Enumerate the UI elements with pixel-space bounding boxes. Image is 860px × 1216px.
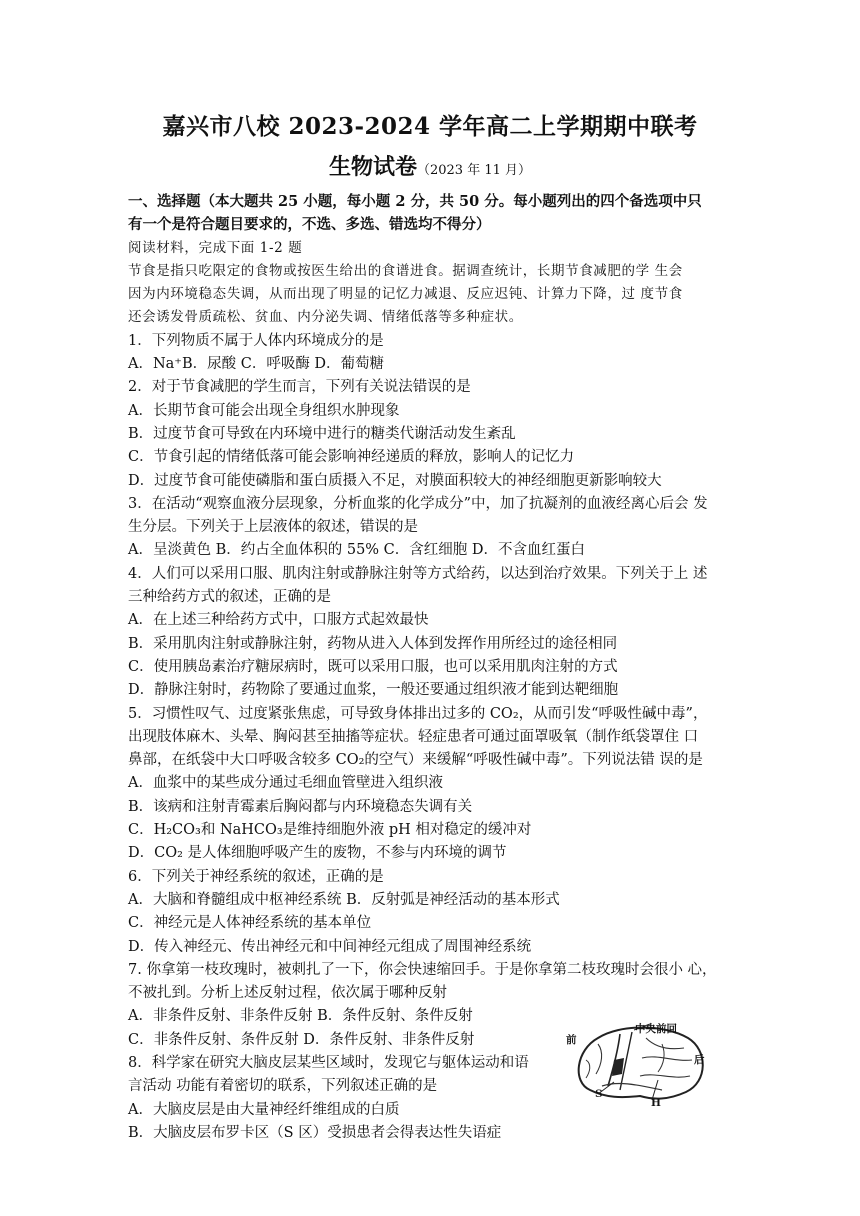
- exam-subtitle: [0, 150, 860, 181]
- question-stem: 2．对于节食减肥的学生而言，下列有关说法错误的是: [128, 379, 471, 396]
- question-option: C．H₂CO₃和 NaHCO₃是维持细胞外液 pH 相对稳定的缓冲对: [128, 822, 532, 839]
- question-stem: 1．下列物质不属于人体内环境成分的是: [128, 332, 384, 349]
- reading-intro: 阅读材料，完成下面 1-2 题: [128, 239, 303, 256]
- question-option: B．采用肌肉注射或静脉注射，药物从进入人体到发挥作用所经过的途径相同: [128, 635, 618, 652]
- figure-label-back: 后: [694, 1054, 705, 1066]
- exam-content: [128, 190, 738, 1145]
- question-option: A．血浆中的某些成分通过毛细血管壁进入组织液: [128, 775, 443, 792]
- section-heading: 有一个是符合题目要求的，不选、多选、错选均不得分）: [128, 216, 491, 234]
- exam-date: （2023 年 11 月）: [416, 163, 532, 178]
- question-stem: 8．科学家在研究大脑皮层某些区域时，发现它与躯体运动和语: [128, 1054, 529, 1071]
- question-option: C．使用胰岛素治疗糖尿病时，既可以采用口服，也可以采用肌肉注射的方式: [128, 658, 618, 675]
- section-heading: 一、选择题（本大题共 25 小题，每小题 2 分，共 50 分。每小题列出的四个备选项中只: [128, 193, 702, 210]
- question-option: D．传入神经元、传出神经元和中间神经元组成了周围神经系统: [128, 938, 532, 955]
- question-option: C．节食引起的情绪低落可能会影响神经递质的释放，影响人的记忆力: [128, 449, 575, 466]
- reading-passage: 节食是指只吃限定的食物或按医生给出的食谱进食。据调查统计，长期节食减肥的学 生会: [128, 262, 683, 279]
- question-options: C．非条件反射、条件反射 D．条件反射、非条件反射: [128, 1031, 475, 1048]
- question-stem: 6．下列关于神经系统的叙述，正确的是: [128, 868, 384, 885]
- question-option: D．过度节食可能使磷脂和蛋白质摄入不足，对膜面积较大的神经细胞更新影响较大: [128, 472, 662, 489]
- question-option: B．过度节食可导致在内环境中进行的糖类代谢活动发生紊乱: [128, 425, 516, 442]
- question-options: A．呈淡黄色 B．约占全血体积的 55% C．含红细胞 D．不含血红蛋白: [128, 542, 586, 559]
- question-option: C．神经元是人体神经系统的基本单位: [128, 915, 372, 932]
- question-stem: 出现肢体麻木、头晕、胸闷甚至抽搐等症状。轻症患者可通过面罩吸氧（制作纸袋罩住 口: [128, 728, 699, 745]
- question-stem: 7. 你拿第一枝玫瑰时，被刺扎了一下，你会快速缩回手。于是你拿第二枝玫瑰时会很小 心，: [128, 961, 717, 978]
- question-stem: 言活动 功能有着密切的联系，下列叙述正确的是: [128, 1078, 438, 1095]
- question-stem: 3．在活动“观察血液分层现象，分析血浆的化学成分”中，加了抗凝剂的血液经离心后会 发: [128, 495, 708, 512]
- question-option: A．长期节食可能会出现全身组织水肿现象: [128, 402, 400, 419]
- question-stem: 不被扎到。分析上述反射过程，依次属于哪种反射: [128, 985, 447, 1002]
- question-stem: 5．习惯性叹气、过度紧张焦虑，可导致身体排出过多的 CO₂，从而引发“呼吸性碱中毒”，: [128, 705, 708, 722]
- figure-label-central-gyrus: 中央前回: [635, 1023, 677, 1035]
- question-option: D．CO₂ 是人体细胞呼吸产生的废物，不参与内环境的调节: [128, 845, 507, 862]
- question-option: A．在上述三种给药方式中，口服方式起效最快: [128, 612, 429, 629]
- question-options: A．大脑和脊髓组成中枢神经系统 B．反射弧是神经活动的基本形式: [128, 891, 560, 908]
- exam-title: 嘉兴市八校 2023-2024 学年高二上学期期中联考: [162, 113, 698, 140]
- question-option: D．静脉注射时，药物除了要通过血浆，一般还要通过组织液才能到达靶细胞: [128, 682, 619, 699]
- question-option: A．大脑皮层是由大量神经纤维组成的白质: [128, 1101, 400, 1118]
- subject-name: 生物试卷: [328, 154, 417, 180]
- figure-label-front: 前: [566, 1034, 577, 1046]
- question-options: A．非条件反射、非条件反射 B．条件反射、条件反射: [128, 1008, 473, 1025]
- figure-label-h: H: [651, 1097, 661, 1109]
- question-option: B．大脑皮层布罗卡区（S 区）受损患者会得表达性失语症: [128, 1124, 502, 1141]
- question-stem: 鼻部，在纸袋中大口呼吸含较多 CO₂的空气）来缓解“呼吸性碱中毒”。下列说法错 误的是: [128, 752, 703, 769]
- question-option: B．该病和注射青霉素后胸闷都与内环境稳态失调有关: [128, 798, 473, 815]
- question-stem: 4．人们可以采用口服、肌肉注射或静脉注射等方式给药，以达到治疗效果。下列关于上 述: [128, 565, 708, 582]
- question-options: A．Na⁺B．尿酸 C．呼吸酶 D．葡萄糖: [128, 356, 385, 373]
- question-stem: 生分层。下列关于上层液体的叙述，错误的是: [128, 519, 418, 536]
- question-stem: 三种给药方式的叙述，正确的是: [128, 589, 331, 606]
- reading-passage: 还会诱发骨质疏松、贫血、内分泌失调、情绪低落等多种症状。: [128, 309, 523, 326]
- reading-passage: 因为内环境稳态失调，从而出现了明显的记忆力减退、反应迟钝、计算力下降，过 度节食: [128, 286, 683, 303]
- figure-label-s: S: [595, 1088, 603, 1100]
